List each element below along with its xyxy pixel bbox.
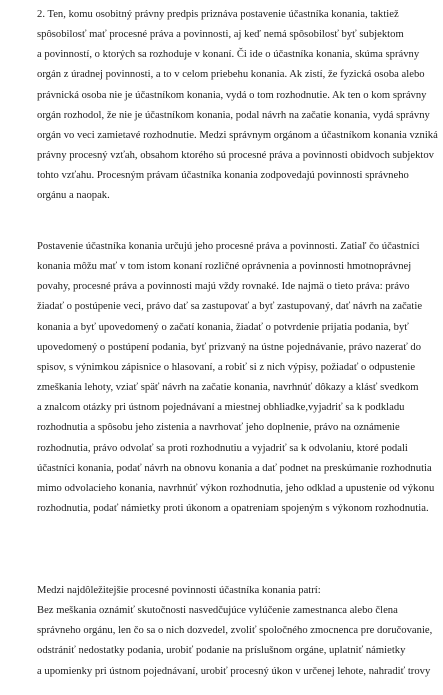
- text-line: povahy, procesné práva a povinnosti majú vždy rovnaké. Ide najmä o tieto práva: právo: [37, 281, 410, 293]
- paragraph-participant-status: [37, 5, 438, 207]
- text-line: konania môžu mať v tom istom konaní rozličné oprávnenia a povinnosti hmotnoprávnej: [37, 261, 412, 273]
- text-line: správneho orgánu, len čo sa o nich dozvedel, zvoliť spoločného zmocnenca pre doručovanie,: [37, 625, 433, 637]
- text-line: rozhodnutia, právo odvolať sa proti rozhodnutiu a vyjadriť sa k odvolaniu, ktoré podali: [37, 442, 408, 454]
- paragraph-procedural-rights: [37, 237, 434, 519]
- text-line: rozhodnutia, podať námietky proti úkonom a opatreniam spojeným s výkonom rozhodnutia.: [37, 503, 429, 515]
- text-line: žiadať o postúpenie veci, právo dať sa zastupovať a byť zastupovaný, dať návrh na začatie: [37, 301, 423, 313]
- text-line: Medzi najdôležitejšie procesné povinnosti účastníka konania patrí:: [37, 585, 321, 596]
- text-line: orgán rozhodol, že nie je účastníkom konania, podal návrh na začatie konania, vydá správny: [37, 109, 430, 121]
- text-line: konania a byť upovedomený o začatí konania, žiadať o potvrdenie prijatia podania, byť: [37, 321, 409, 333]
- text-line: a znalcom otázky pri ústnom pojednávaní a miestnej obhliadke,vyjadriť sa k podkladu: [37, 402, 405, 414]
- text-line: 2. Ten, komu osobitný právny predpis priznáva postavenie účastníka konania, taktiež: [37, 9, 399, 20]
- text-line: tohto vzťahu. Procesným právam účastníka konania zodpovedajú povinnosti správneho: [37, 170, 409, 182]
- text-line: a povinností, o ktorých sa rozhoduje v konaní. Či ide o účastníka konania, skúma správny: [37, 49, 420, 61]
- text-line: orgán z úradnej povinnosti, a to v celom priebehu konania. Ak zistí, že fyzická osoba alebo: [37, 69, 425, 81]
- text-line: zmeškania lehoty, vziať späť návrh na začatie konania, navrhnúť dôkazy a klásť svedkom: [37, 382, 419, 394]
- text-line: odstrániť nedostatky podania, urobiť podanie na príslušnom orgáne, uplatniť námietky: [37, 645, 406, 657]
- text-line: rozhodnutia a spôsobu jeho zistenia a navrhovať jeho doplnenie, právo na oznámenie: [37, 422, 400, 434]
- text-line: mimo odvolacieho konania, navrhnúť výkon rozhodnutia, jeho odklad a upustenie od výkonu: [37, 482, 435, 494]
- text-line: spôsobilosť mať procesné práva a povinnosti, aj keď nemá spôsobilosť byť subjektom: [37, 29, 404, 41]
- text-line: orgánu a naopak.: [37, 190, 110, 202]
- text-line: účastníci konania, podať návrh na obnovu konania a dať podnet na preskúmanie rozhodnutia: [37, 462, 432, 474]
- text-line: právnická osoba nie je účastníkom konania, vydá o tom rozhodnutie. Ak ten o kom správny: [37, 89, 427, 101]
- paragraph-procedural-duties: [37, 581, 432, 682]
- text-line: právny procesný vzťah, obsahom ktorého sú procesné práva a povinnosti obidvoch subjektov: [37, 150, 434, 162]
- text-line: Postavenie účastníka konania určujú jeho procesné práva a povinnosti. Zatiaľ čo účastníci: [37, 241, 420, 252]
- text-line: a upomienky pri ústnom pojednávaní, urobiť procesný úkon v určenej lehote, nahradiť trovy: [37, 665, 431, 677]
- text-line: upovedomený o postúpení podania, byť prizvaný na ústne pojednávanie, právo nazerať do: [37, 341, 422, 353]
- text-line: spisov, s výnimkou zápisnice o hlasovaní, a robiť si z nich výpisy, požiadať o odpustenie: [37, 361, 416, 373]
- text-line: Bez meškania oznámiť skutočnosti nasvedčujúce vylúčenie zamestnanca alebo člena: [37, 605, 398, 617]
- text-line: orgán vo veci zamietavé rozhodnutie. Medzi správnym orgánom a účastníkom konania vzniká: [37, 129, 438, 141]
